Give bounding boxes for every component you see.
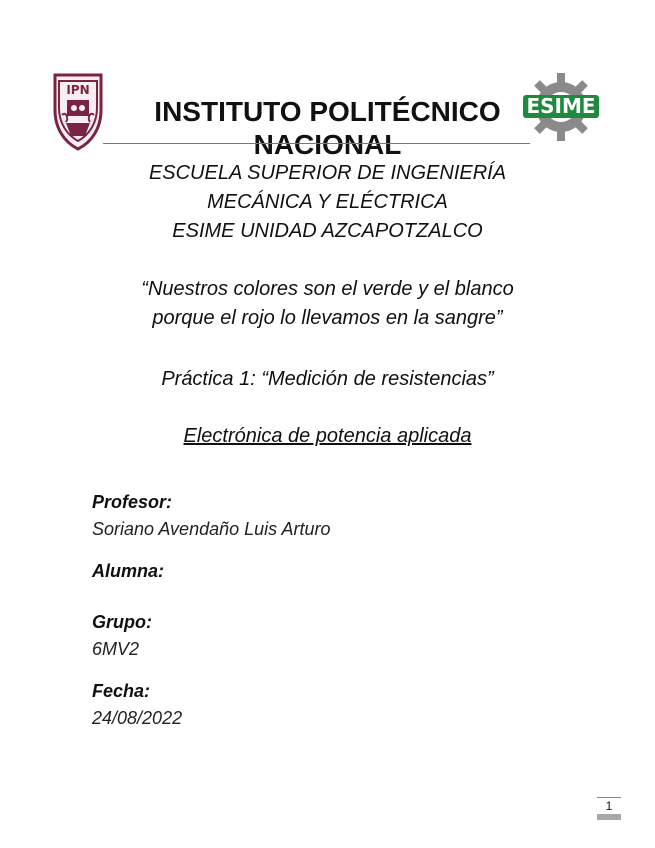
practice-title: Práctica 1: “Medición de resistencias”	[161, 368, 494, 390]
subject-title: Electrónica de potencia aplicada	[183, 425, 472, 447]
ipn-logo	[50, 70, 106, 152]
professor-field	[92, 491, 512, 540]
group-label: Grupo:	[92, 612, 152, 632]
page-number-box	[597, 797, 621, 821]
school-line-3: ESIME UNIDAD AZCAPOTZALCO	[172, 220, 483, 242]
svg-text:IPN: IPN	[66, 83, 90, 97]
page-number-top-rule	[597, 797, 621, 798]
svg-text:ESIME: ESIME	[526, 94, 596, 118]
date-field	[92, 680, 512, 729]
ipn-shield-icon	[50, 70, 106, 152]
motto-line-2: porque el rojo lo llevamos en la sangre”	[152, 307, 503, 329]
professor-value: Soriano Avendaño Luis Arturo	[92, 519, 331, 539]
school-line-1: ESCUELA SUPERIOR DE INGENIERÍA	[148, 162, 507, 184]
student-field	[92, 560, 512, 587]
page-number: 1	[605, 799, 613, 813]
group-value: 6MV2	[92, 639, 140, 659]
institution-title: INSTITUTO POLITÉCNICO NACIONAL	[154, 95, 501, 160]
group-field	[92, 611, 512, 660]
school-line-2: MECÁNICA Y ELÉCTRICA	[207, 191, 448, 213]
motto-line-1: “Nuestros colores son el verde y el blanco	[141, 278, 514, 300]
professor-label: Profesor:	[92, 492, 173, 512]
date-value: 24/08/2022	[92, 708, 183, 728]
student-label: Alumna:	[92, 561, 164, 581]
page-number-bar	[597, 814, 621, 820]
header-divider	[103, 143, 530, 144]
motto-block	[60, 275, 595, 333]
school-name-block	[60, 159, 595, 246]
date-label: Fecha:	[92, 681, 151, 701]
